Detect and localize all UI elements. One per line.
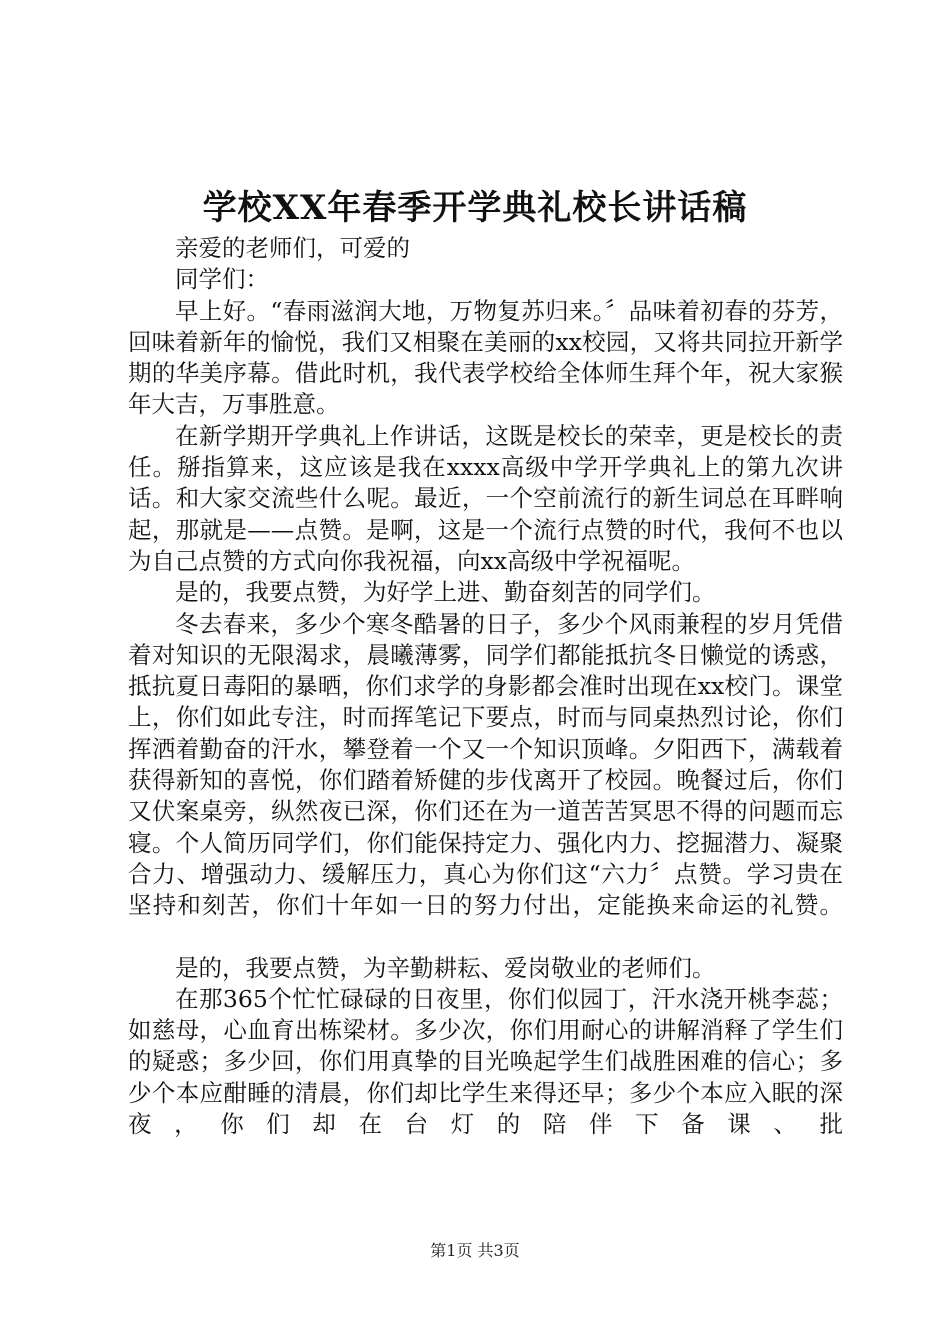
page-number-footer: 第1页 共3页: [430, 1241, 520, 1260]
document-title: 学校XX年春季开学典礼校长讲话稿: [202, 188, 748, 228]
paragraph-greeting: 早上好。“春雨滋润大地，万物复苏归来。〞品味着初春的芬芳，回味着新年的愉悦，我们又相聚在美丽的xx校园，又将共同拉开新学期的华美序幕。借此时机，我代表学校给全体师生拜个年，祝大家猴年大吉，万事胜意。: [128, 296, 843, 419]
paragraph-introduction: 在新学期开学典礼上作讲话，这既是校长的荣幸，更是校长的责任。掰指算来，这应该是我在xxxx高级中学开学典礼上的第九次讲话。和大家交流些什么呢。最近，一个空前流行的新生词总在耳畔响起，那就是——点赞。是啊，这是一个流行点赞的时代，我何不也以为自己点赞的方式向你我祝福，向xx高级中学祝福呢。: [128, 421, 843, 575]
paragraph-spacer: [128, 922, 843, 953]
salutation-line-2: 同学们：: [175, 265, 269, 294]
paragraph-teachers-heading: 是的，我要点赞，为辛勤耕耘、爱岗敬业的老师们。: [175, 953, 716, 982]
paragraph-students-heading: 是的，我要点赞，为好学上进、勤奋刻苦的同学们。: [175, 578, 716, 607]
paragraph-teachers-praise: 在那365个忙忙碌碌的日夜里，你们似园丁，汗水浇开桃李蕊；如慈母，心血育出栋梁材。多少次，你们用耐心的讲解消释了学生们的疑惑；多少回，你们用真挚的目光唤起学生们战胜困难的信心；多少个本应酣睡的清晨，你们却比学生来得还早；多少个本应入眠的深夜，你们却在台灯的陪伴下备课、批: [128, 984, 843, 1139]
document-body: [128, 233, 843, 1140]
paragraph-students-praise: 冬去春来，多少个寒冬酷暑的日子，多少个风雨兼程的岁月凭借着对知识的无限渴求，晨曦薄雾，同学们都能抵抗冬日懒觉的诱惑，抵抗夏日毒阳的暴晒，你们求学的身影都会准时出现在xx校门。课堂上，你们如此专注，时而挥笔记下要点，时而与同桌热烈讨论，你们挥洒着勤奋的汗水，攀登着一个又一个知识顶峰。夕阳西下，满载着获得新知的喜悦，你们踏着矫健的步伐离开了校园。晚餐过后，你们又伏案桌旁，纵然夜已深，你们还在为一道苦苦冥思不得的问题而忘寝。个人简历同学们，你们能保持定力、强化内力、挖掘潜力、凝聚合力、增强动力、缓解压力，真心为你们这“六力〞点赞。学习贵在坚持和刻苦，你们十年如一日的努力付出，定能换来命运的礼赞。: [128, 609, 843, 920]
salutation-line-1: 亲爱的老师们，可爱的: [175, 234, 410, 262]
